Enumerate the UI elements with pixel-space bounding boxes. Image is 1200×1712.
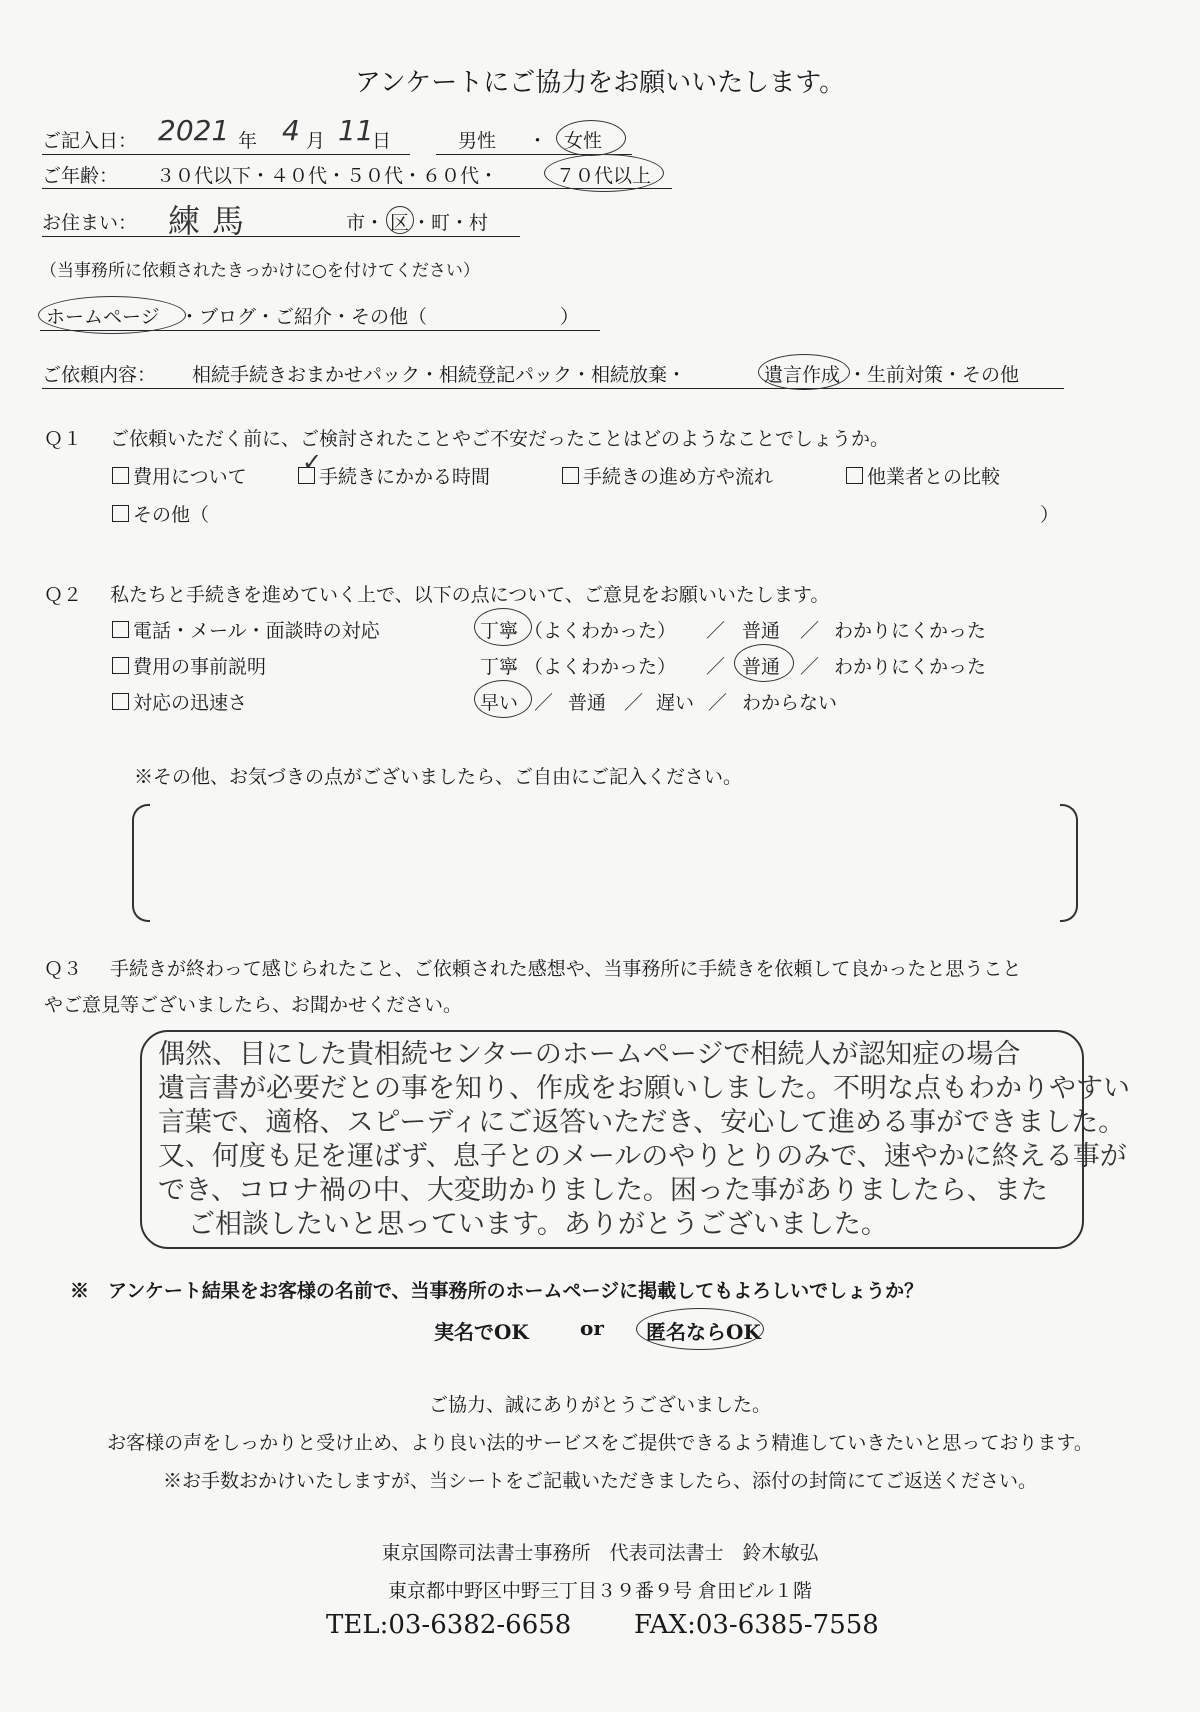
q1-checkbox-compare[interactable]: [846, 467, 863, 484]
q3-answer-line: 偶然、目にした貴相続センターのホームページで相続人が認知症の場合: [158, 1039, 1021, 1070]
q2-comment-field[interactable]: [150, 806, 1056, 916]
q2-question: 私たちと手続きを進めていく上で、以下の点について、ご意見をお願いいたします。: [110, 584, 830, 606]
q2-row-contact-label: [112, 616, 380, 643]
office-fax: FAX:03-6385-7558: [634, 1610, 879, 1640]
thanks-line3: ※お手数おかけいたしますが、当シートをご記載いただきましたら、添付の封筒にてご返送ください。: [162, 1470, 1037, 1492]
entry-month-value: 4: [282, 114, 300, 147]
q2-row-speed-label: [112, 688, 247, 715]
q1-checkbox-other[interactable]: [112, 505, 129, 522]
q2-checkbox-contact[interactable]: [112, 621, 129, 638]
q1-option-compare-label: 他業者との比較: [867, 466, 1001, 488]
q1-option-process: [562, 462, 773, 489]
publish-question: ※ アンケート結果をお客様の名前で、当事務所のホームページに掲載してもよろしいでしょうか？: [70, 1280, 924, 1302]
q2-row-fee-sep1: ／: [706, 656, 726, 678]
q2-row-fee-label: [112, 652, 266, 679]
q2-row-fee-opt1-note: （よくわかった）: [524, 656, 677, 678]
q2-row-contact-opt2: 普通: [742, 620, 781, 642]
request-options-after: ・生前対策・その他: [848, 364, 1020, 386]
q2-row-fee-sep2: ／: [800, 656, 820, 678]
q2-row-contact-sep2: ／: [800, 620, 820, 642]
q2-row-speed-sep2: ／: [624, 692, 644, 714]
q2-row-speed-opt2: 普通: [568, 692, 607, 714]
request-options-before: 相続手続きおまかせパック・相続登記パック・相続放棄・: [192, 364, 687, 386]
entry-month-unit: 月: [306, 130, 326, 152]
q2-row-speed-sep1: ／: [534, 692, 554, 714]
age-label: ご年齢：: [42, 165, 119, 187]
trigger-homepage-option: ホームページ: [46, 306, 160, 328]
q2-row-speed-sep3: ／: [708, 692, 728, 714]
trigger-note: （当事務所に依頼されたきっかけに○を付けてください）: [40, 261, 480, 281]
age-selection-circle: [544, 154, 664, 192]
q1-option-time: [298, 462, 490, 489]
q2-row-fee-opt2: 普通: [742, 656, 781, 678]
q1-checkbox-process[interactable]: [562, 467, 579, 484]
q1-option-compare: [846, 462, 1000, 489]
thanks-line2: お客様の声をしっかりと受け止め、より良い法的サービスをご提供できるよう精進していきたいと思っております。: [107, 1432, 1093, 1454]
q1-option-cost-label: 費用について: [133, 466, 247, 488]
entry-day-unit: 日: [372, 130, 392, 152]
entry-day-value: 11: [338, 114, 374, 147]
publish-real-name-option[interactable]: 実名でOK: [434, 1320, 529, 1344]
q1-option-time-label: 手続きにかかる時間: [319, 466, 491, 488]
gender-separator: ・: [528, 130, 548, 152]
q3-answer-line: でき、コロナ禍の中、大変助かりました。困った事がありましたら、また: [158, 1175, 1048, 1206]
request-selection-circle: [758, 354, 850, 390]
q2-row-fee-opt1: 丁寧: [480, 656, 519, 678]
q2-row-speed-circle: [474, 680, 532, 718]
residence-label: お住まい：: [42, 212, 138, 234]
q2-row-speed-opt3: 遅い: [656, 692, 695, 714]
ward-selection-circle: [386, 206, 414, 234]
q2-row-contact-text: 電話・メール・面談時の対応: [133, 620, 380, 642]
q2-row-fee-text: 費用の事前説明: [133, 656, 267, 678]
page-title: アンケートにご協力をお願いいたします。: [354, 68, 846, 98]
q2-row-fee-circle: [734, 644, 794, 682]
q1-checkbox-cost[interactable]: [112, 467, 129, 484]
trigger-selection-circle: [38, 296, 186, 334]
q2-row-contact-sep1: ／: [706, 620, 726, 642]
q2-row-contact-circle: [474, 608, 532, 646]
q3-answer-line: 又、何度も足を運ばず、息子とのメールのやりとりのみで、速やかに終える事が: [158, 1141, 1127, 1172]
q2-other-note: ※その他、お気づきの点がございましたら、ご自由にご記入ください。: [134, 766, 743, 788]
entry-year-unit: 年: [238, 130, 258, 152]
q2-row-contact-opt3: わかりにくかった: [834, 620, 987, 642]
q2-row-fee-opt3: わかりにくかった: [834, 656, 987, 678]
age-options: ３０代以下・４０代・５０代・６０代・: [156, 165, 499, 187]
q2-checkbox-fee[interactable]: [112, 657, 129, 674]
office-name: 東京国際司法書士事務所 代表司法書士 鈴木敏弘: [381, 1542, 819, 1564]
comment-bracket-right: [1060, 804, 1078, 922]
q2-row-contact-opt1: 丁寧: [480, 620, 519, 642]
q1-time-check-icon: ✓: [302, 448, 323, 476]
q1-option-cost: [112, 462, 247, 489]
entry-date-label: ご記入日：: [42, 130, 138, 152]
q3-question-line1: 手続きが終わって感じられたこと、ご依頼された感想や、当事務所に手続きを依頼して良かったと思うこと: [110, 958, 1022, 980]
q1-option-other: [112, 500, 209, 527]
q1-number: Ｑ１: [44, 428, 83, 450]
q2-row-speed-opt4: わからない: [742, 692, 838, 714]
entry-year-value: 2021: [158, 114, 230, 147]
request-label: ご依頼内容：: [42, 364, 157, 386]
residence-ward: 区: [390, 212, 410, 234]
age-selected-option: ７０代以上: [556, 165, 652, 187]
publish-selection-circle: [636, 1308, 764, 1350]
q2-row-contact-opt1-note: （よくわかった）: [524, 620, 677, 642]
office-address: 東京都中野区中野三丁目３９番９号 倉田ビル１階: [387, 1580, 813, 1602]
q1-option-other-label: その他（: [133, 504, 210, 526]
residence-handwritten: 練馬: [168, 202, 257, 240]
q1-other-close: ）: [1040, 504, 1060, 526]
q1-option-process-label: 手続きの進め方や流れ: [583, 466, 774, 488]
residence-rest: ・町・村: [412, 212, 489, 234]
q2-checkbox-speed[interactable]: [112, 693, 129, 710]
q3-answer-line: 言葉で、適格、スピーディにご返答いただき、安心して進める事ができました。: [158, 1107, 1126, 1138]
comment-bracket-left: [132, 804, 150, 922]
request-selected-option: 遺言作成: [764, 364, 841, 386]
gender-female-option: 女性: [564, 130, 603, 152]
thanks-line1: ご協力、誠にありがとうございました。: [428, 1394, 771, 1416]
q1-question: ご依頼いただく前に、ご検討されたことやご不安だったことはどのようなことでしょうか。: [110, 428, 890, 450]
trigger-other-options: ・ブログ・ご紹介・その他（ ）: [180, 306, 580, 328]
q3-question-line2: やご意見等ございましたら、お聞かせください。: [44, 994, 463, 1016]
office-tel: TEL:03-6382-6658: [326, 1610, 572, 1640]
q2-row-speed-text: 対応の迅速さ: [133, 692, 248, 714]
q2-number: Ｑ２: [44, 584, 83, 606]
q3-number: Ｑ３: [44, 958, 83, 980]
q3-answer-line: ご相談したいと思っています。ありがとうございました。: [188, 1209, 888, 1240]
gender-selection-circle: [556, 120, 626, 156]
publish-anonymous-option[interactable]: 匿名ならOK: [646, 1320, 761, 1344]
gender-male-option: 男性: [458, 130, 497, 152]
q2-row-speed-opt1: 早い: [480, 692, 519, 714]
residence-city: 市・: [346, 212, 385, 234]
q3-answer-line: 遺言書が必要だとの事を知り、作成をお願いしました。不明な点もわかりやすい: [158, 1073, 1130, 1104]
publish-or: or: [580, 1316, 604, 1340]
